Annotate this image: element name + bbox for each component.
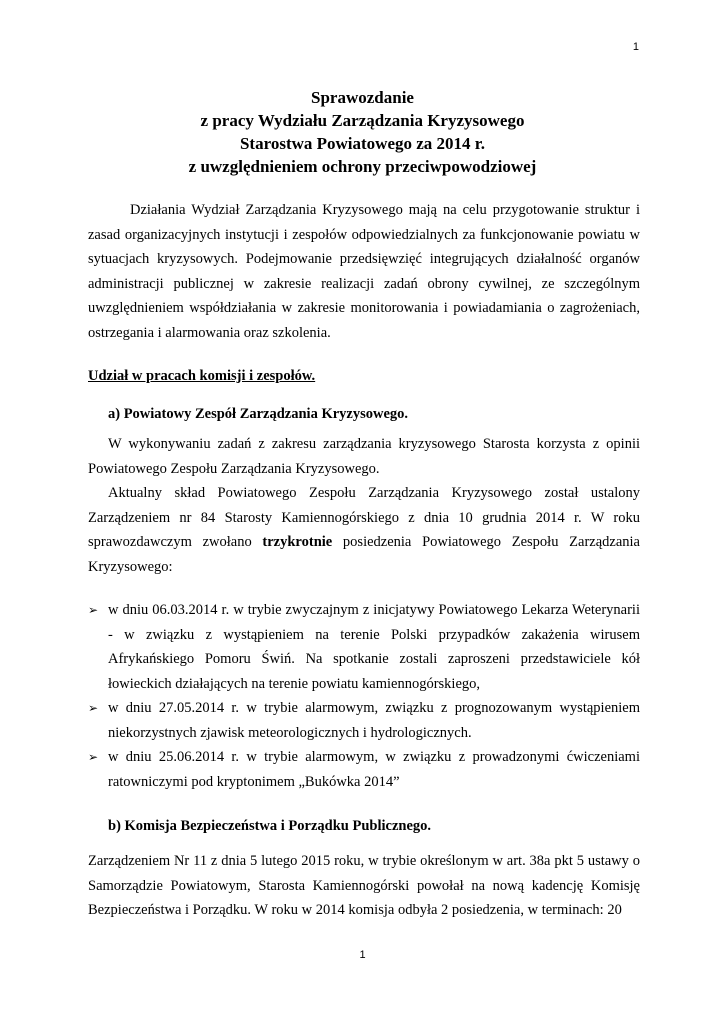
paragraph-2-text-after: posiedzenia Powiatowego Zespołu Zarządzania Kryzysowego: (88, 534, 640, 575)
meetings-list (88, 598, 640, 794)
page-number-top: 1 (632, 41, 639, 53)
title-line-1: Sprawozdanie (311, 88, 414, 107)
paragraph-2-text-before: Aktualny skład Powiatowego Zespołu Zarządzania Kryzysowego został ustalony Zarządzeniem nr 84 Starosty Kamiennogórskiego z dnia 10 grudnia 2014 r. W roku sprawozdawczym zwołano (88, 485, 640, 550)
document-title (0, 86, 725, 178)
list-item (88, 598, 640, 696)
list-item-text: w dniu 06.03.2014 r. w trybie zwyczajnym z inicjatywy Powiatowego Lekarza Weterynarii - w związku z wystąpieniem na terenie Polski przypadków zakażenia wirusem Afrykańskiego Pomoru Świń. Na spotkanie zostali zaproszeni przedstawiciele kół łowieckich działających na terenie powiatu kamiennogórskiego, (108, 602, 640, 692)
title-line-2: z pracy Wydziału Zarządzania Kryzysowego (200, 111, 525, 130)
subsection-a-paragraph-1: W wykonywaniu zadań z zakresu zarządzania kryzysowego Starosta korzysta z opinii Powiatowego Zespołu Zarządzania Kryzysowego. (88, 436, 640, 477)
paragraph-2-bold-text: trzykrotnie (262, 534, 333, 550)
subsection-b-paragraph-1: Zarządzeniem Nr 11 z dnia 5 lutego 2015 roku, w trybie określonym w art. 38a pkt 5 ustawy o Samorządzie Powiatowym, Starosta Kamiennogórski powołał na nową kadencję Komisję Bezpieczeństwa i Porządku. W roku w 2014 komisja odbyła 2 posiedzenia, w terminach: 20 (88, 853, 640, 918)
subsection-b-body (88, 849, 640, 923)
intro-section (88, 198, 640, 345)
intro-paragraph: Działania Wydział Zarządzania Kryzysowego mają na celu przygotowanie struktur i zasad organizacyjnych instytucji i zespołów odpowiedzialnych za funkcjonowanie powiatu w sytuacjach kryzysowych. Podejmowanie przedsięwzięć integrujących działalność organów administracji publicznej w zakresie realizacji zadań obrony cywilnej, ze szczególnym uwzględnieniem współdziałania w zakresie monitorowania i powiadamiania o zagrożeniach, ostrzegania i alarmowania oraz szkolenia. (88, 202, 640, 341)
list-item-text: w dniu 27.05.2014 r. w trybie alarmowym, związku z prognozowanym wystąpieniem niekorzystnych zjawisk meteorologicznych i hydrologicznych. (108, 700, 640, 741)
list-item (88, 745, 640, 794)
list-item-text: w dniu 25.06.2014 r. w trybie alarmowym, w związku z prowadzonymi ćwiczeniami ratowniczymi pod kryptonimem „Bukówka 2014” (108, 749, 640, 790)
page-number-bottom: 1 (359, 949, 366, 961)
subsection-a-body (88, 432, 640, 579)
section-heading: Udział w pracach komisji i zespołów. (88, 368, 316, 384)
subsection-a-paragraph-2 (88, 481, 640, 579)
arrowhead-bullet-icon: ➢ (88, 603, 99, 617)
arrowhead-bullet-icon: ➢ (88, 750, 99, 764)
subsection-a-heading: a) Powiatowy Zespół Zarządzania Kryzysowego. (108, 406, 409, 422)
title-line-3: Starostwa Powiatowego za 2014 r. (239, 134, 486, 153)
list-item (88, 696, 640, 745)
arrowhead-bullet-icon: ➢ (88, 701, 99, 715)
subsection-b-heading: b) Komisja Bezpieczeństwa i Porządku Publicznego. (108, 818, 432, 834)
title-line-4: z uwzględnieniem ochrony przeciwpowodziowej (188, 157, 537, 176)
